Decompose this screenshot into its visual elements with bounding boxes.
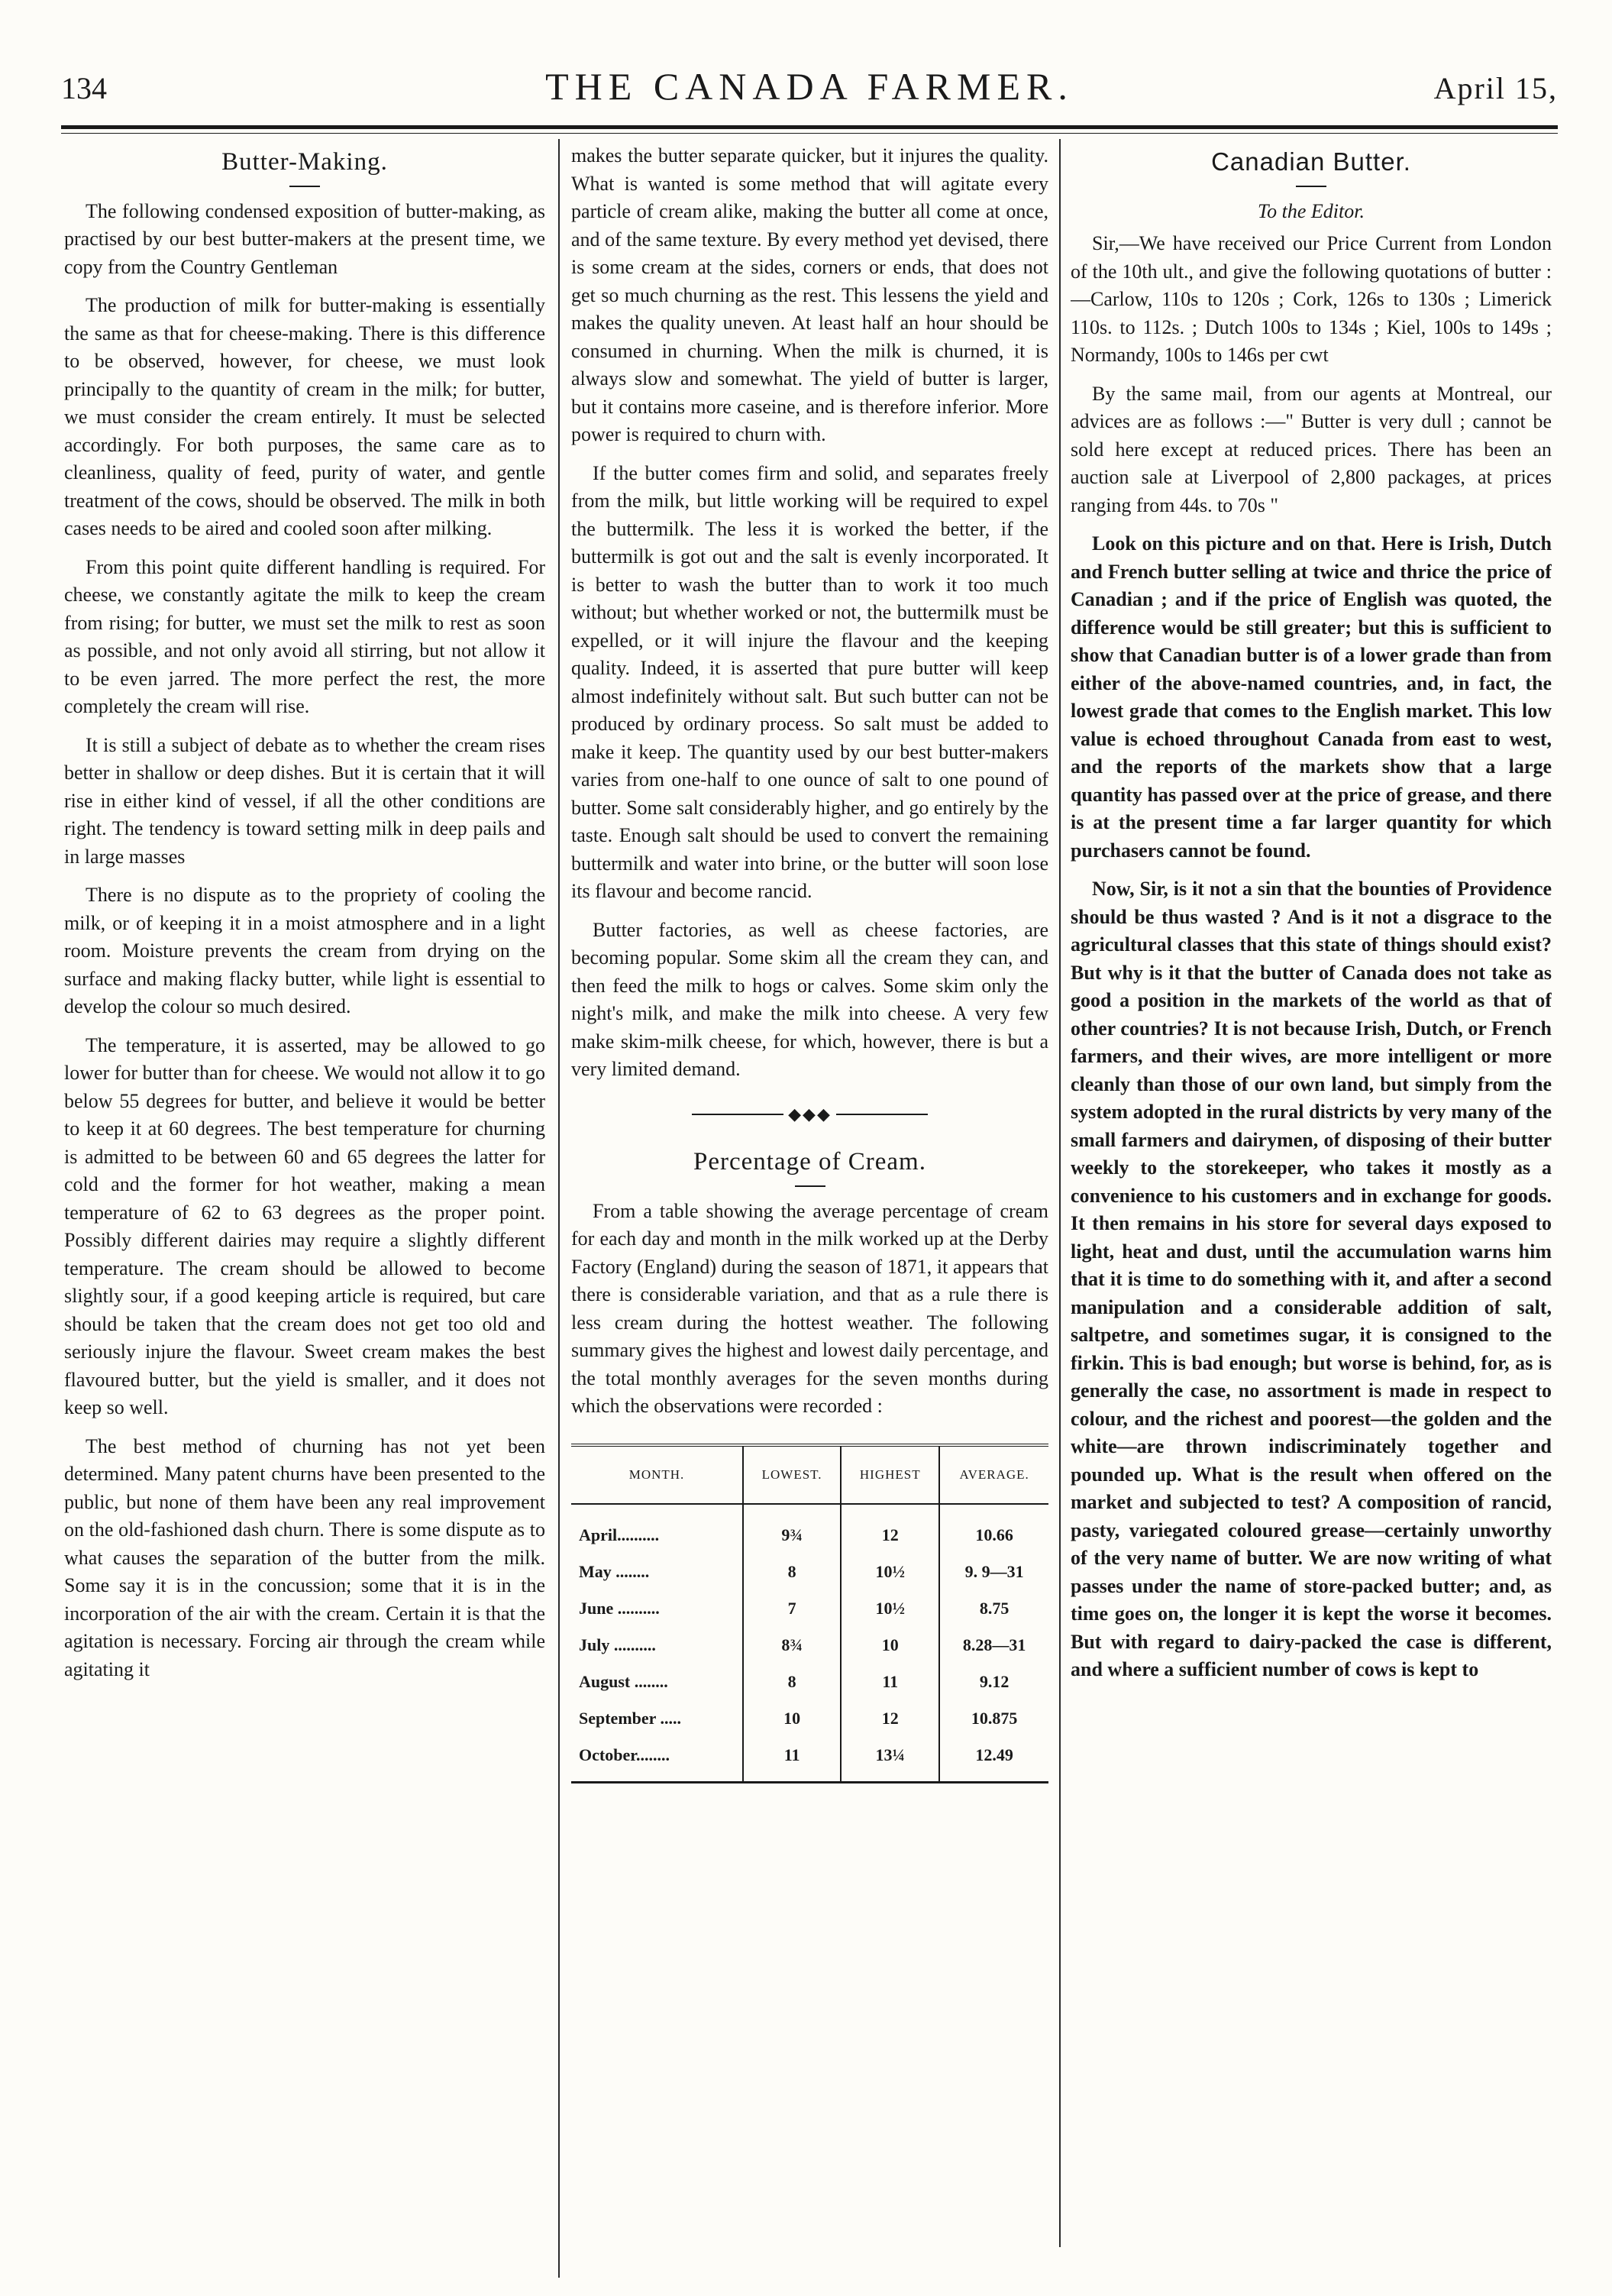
paragraph: makes the butter separate quicker, but it injures the quality. What is wanted is some method that will agitate every particle of cream alike, making the butter all come at once, and of the same texture. By every method yet devised, there is some cream at the sides, corners or ends, that does not get so much churning as the rest. This lessens the yield and makes the quality uneven. At least half an hour should be consumed in churning. When the milk is churned, it is always slow and somewhat. The yield of butter is larger, but it contains more caseine, and is therefore inferior. More power is required to churn with. bbox=[571, 144, 1048, 445]
table-cell: October........ bbox=[579, 1745, 670, 1764]
article-continuation bbox=[571, 142, 1048, 2265]
paragraph: The production of milk for butter-making is essentially the same as that for cheese-making. There is this difference to be observed, however, for cheese, we must look principally to the quantity of cream in the milk; for butter, we must consider the cream entirely. It must be selected accordingly. For both purposes, the same care as to cleanliness, quality of feed, purity of water, and gentle treatment of the cows, should be observed. The milk in both cases needs to be aired and cooled soon after milking. bbox=[64, 294, 545, 539]
table-row bbox=[571, 1554, 1048, 1590]
article-butter-making bbox=[64, 142, 545, 2258]
cream-percentage-table bbox=[571, 1444, 1048, 1783]
column-header: MONTH. bbox=[628, 1467, 685, 1482]
table-cell: 10½ bbox=[841, 1590, 939, 1627]
table-cell: 8 bbox=[743, 1554, 841, 1590]
issue-date: April 15, bbox=[1433, 71, 1558, 105]
heading-dash bbox=[1296, 186, 1326, 187]
table-cell: 7 bbox=[743, 1590, 841, 1627]
table-cell: 10.875 bbox=[939, 1700, 1048, 1737]
masthead-rule-thick bbox=[61, 125, 1558, 129]
paragraph: There is no dispute as to the propriety of cooling the milk, or of keeping it in a moist atmosphere and in a light room. Moisture prevents the cream from drying on the surface and making flacky butter, while light is essential to develop the colour so much desired. bbox=[64, 884, 545, 1017]
column-header: HIGHEST bbox=[841, 1445, 939, 1504]
table-cell: 9.12 bbox=[939, 1664, 1048, 1700]
table-cell: 10.66 bbox=[939, 1504, 1048, 1554]
masthead bbox=[61, 64, 1558, 118]
paragraph: It is still a subject of debate as to whether the cream rises better in shallow or deep dishes. But it is certain that it will rise in either kind of vessel, if all the other conditions are right. The tendency is toward setting milk in deep pails and in large masses bbox=[64, 733, 545, 868]
paragraph: Sir,—We have received our Price Current from London of the 10th ult., and give the following quotations of butter :—Carlow, 110s to 120s ; Cork, 126s to 130s ; Limerick 110s. to 112s. ; Dutch 100s to 134s ; Kiel, 100s to 149s ; Normandy, 100s to 146s per cwt bbox=[1071, 232, 1552, 366]
table-row bbox=[571, 1504, 1048, 1554]
table-cell: 9¾ bbox=[743, 1504, 841, 1554]
paragraph: The best method of churning has not yet been determined. Many patent churns have been presented to the public, but none of them have been any real improvement on the old-fashioned dash churn. There is some dispute as to what causes the separation of the butter from the milk. Some say it is in the concussion; some that it is in the incorporation of the air with the cream. Certain it is that the agitation is necessary. Forcing air through the cream while agitating it bbox=[64, 1434, 545, 1680]
table-header-row bbox=[571, 1445, 1048, 1504]
table-row bbox=[571, 1664, 1048, 1700]
paragraph: The following condensed exposition of butter-making, as practised by our best butter-makers at the present time, we copy from the Country Gentleman bbox=[64, 199, 545, 278]
table-cell: 10 bbox=[841, 1627, 939, 1664]
table-row bbox=[571, 1590, 1048, 1627]
masthead-rule-thin bbox=[61, 133, 1558, 134]
paragraph: Look on this picture and on that. Here is Irish, Dutch and French butter selling at twice and thrice the price of Canadian ; and if the price of English was quoted, the difference would be still greater; but this is sufficient to show that Canadian butter is of a lower grade than from either of the above-named countries, and, in fact, the lowest grade that comes to the English market. This low value is echoed throughout Canada from east to west, and the reports of the markets show that a large quantity has passed over at the price of grease, and there is at the present time a far larger quantity for which purchasers cannot be found. bbox=[1071, 532, 1552, 862]
table-row bbox=[571, 1627, 1048, 1664]
article-canadian-butter bbox=[1071, 142, 1552, 2250]
column-header: AVERAGE. bbox=[939, 1445, 1048, 1504]
table-cell: 10 bbox=[743, 1700, 841, 1737]
column-divider bbox=[558, 139, 560, 2278]
table-cell: 11 bbox=[743, 1737, 841, 1783]
publication-title: THE CANADA FARMER. bbox=[545, 65, 1074, 108]
section-ornament: ◆◆◆ bbox=[571, 1101, 1048, 1129]
paragraph: From this point quite different handling is required. For cheese, we constantly agitate the milk to keep the cream from rising; for butter, we must set the milk to rest as soon as possible, and not only avoid all stirring, but not allow it to be even jarred. The more perfect the rest, the more completely the cream will rise. bbox=[64, 555, 545, 717]
table-cell: 9. 9—31 bbox=[939, 1554, 1048, 1590]
paragraph: By the same mail, from our agents at Montreal, our advices are as follows :—" Butter is very dull ; cannot be sold here except at reduced prices. There has been an auction sale at Liverpool of 2,800 packages, at prices ranging from 44s. to 70s " bbox=[1071, 382, 1552, 516]
bold-text-block bbox=[1071, 530, 1552, 1684]
table-cell: 12.49 bbox=[939, 1737, 1048, 1783]
paragraph: From a table showing the average percentage of cream for each day and month in the milk worked up at the Derby Factory (England) during the season of 1871, it appears that there is considerable variation, and that as a rule there is less cream during the hottest weather. The following summary gives the highest and lowest daily percentage, and the total monthly averages for the seven months during which the observations were recorded : bbox=[571, 1199, 1048, 1417]
letter-salutation: To the Editor. bbox=[1258, 199, 1365, 222]
article-heading: Butter-Making. bbox=[221, 148, 388, 176]
heading-dash bbox=[289, 186, 320, 187]
table-cell: 8¾ bbox=[743, 1627, 841, 1664]
table-cell: 8 bbox=[743, 1664, 841, 1700]
column-header: LOWEST. bbox=[743, 1445, 841, 1504]
table-cell: 10½ bbox=[841, 1554, 939, 1590]
article-heading: Percentage of Cream. bbox=[693, 1148, 926, 1175]
table-cell: 12 bbox=[841, 1700, 939, 1737]
table-cell: April.......... bbox=[579, 1525, 660, 1544]
column-divider bbox=[1059, 139, 1061, 2247]
table-row bbox=[571, 1737, 1048, 1783]
table-cell: July .......... bbox=[579, 1635, 656, 1654]
table-cell: 13¼ bbox=[841, 1737, 939, 1783]
paragraph: If the butter comes firm and solid, and separates freely from the milk, but little working will be required to expel the buttermilk. The less it is worked the better, if the buttermilk is got out and the salt is evenly incorporated. It is better to wash the butter than to work it too much without; but whether worked or not, the buttermilk must be expelled, or it will injure the flavour and the keeping quality. Indeed, it is asserted that pure butter will keep almost indefinitely without salt. But such butter can not be produced by ordinary process. So salt must be added to make it keep. The quantity used by our best butter-makers varies from one-half to one ounce of salt to one pound of butter. Some salt considerably higher, and go entirely by the taste. Enough salt should be used to convert the remaining buttermilk and water into brine, or the butter will soon lose its flavour and become rancid. bbox=[571, 461, 1048, 902]
page-number: 134 bbox=[61, 71, 107, 105]
paragraph: Now, Sir, is it not a sin that the bounties of Providence should be thus wasted ? And is it not a disgrace to the agricultural classes that this state of things should exist? But why is it that the butter of Canada does not take as good a position in the markets of the world as that of other countries? It is not because Irish, Dutch, or French farmers, and their wives, are more intelligent or more cleanly than those of our own land, but simply from the system adopted in the rural districts by very many of the small farmers and dairymen, of disposing of their butter weekly to the storekeeper, who takes it mostly as a convenience to his customers and in exchange for goods. It then remains in his store for several days exposed to light, heat and dust, until the accumulation warns him that it is time to do something with it, and after a second manipulation and a considerable addition of salt, saltpetre, and sometimes sugar, it is consigned to the firkin. This is bad enough; but worse is behind, for, as is generally the case, no assortment is made in respect to colour, and the richest and poorest—the golden and the white—are thrown indiscriminately together and pounded up. What is the result when offered on the market and subjected to test? A composition of rancid, pasty, variegated coloured grease—certainly unworthy of the very name of butter. We are now writing of what passes under the name of store-packed butter; and, as time goes on, the longer it is kept the worse it becomes. But with regard to dairy-packed the case is different, and where a sufficient number of cows is kept to bbox=[1071, 878, 1552, 1680]
table-cell: 12 bbox=[841, 1504, 939, 1554]
paragraph: The temperature, it is asserted, may be allowed to go lower for butter than for cheese. We would not allow it to go below 55 degrees for butter, and believe it would be better to keep it at 60 degrees. The best temperature for churning is admitted to be between 60 and 65 degrees the latter for cold and the former for hot weather, making a mean temperature of 62 to 63 degrees as the proper point. Possibly different dairies may require a slightly different temperature. The cream should be allowed to become slightly sour, if a good keeping article is required, but care should be taken that the cream does not get too old and seriously injure the flavour. Sweet cream makes the best flavoured butter, but the yield is smaller, and it does not keep so well. bbox=[64, 1033, 545, 1418]
table-cell: August ........ bbox=[579, 1671, 668, 1691]
table-cell: May ........ bbox=[579, 1561, 650, 1581]
paragraph: Butter factories, as well as cheese factories, are becoming popular. Some skim all the cream they can, and then feed the milk to hogs or calves. Some skim only the night's milk, and make the milk into cheese. A very few make skim-milk cheese, for which, however, there is but a very limited demand. bbox=[571, 918, 1048, 1080]
table-cell: 8.28—31 bbox=[939, 1627, 1048, 1664]
table-cell: September ..... bbox=[579, 1708, 682, 1728]
heading-dash bbox=[795, 1185, 825, 1187]
table-cell: 8.75 bbox=[939, 1590, 1048, 1627]
article-heading: Canadian Butter. bbox=[1211, 147, 1411, 176]
table-cell: June .......... bbox=[579, 1598, 660, 1618]
table-row bbox=[571, 1700, 1048, 1737]
table-cell: 11 bbox=[841, 1664, 939, 1700]
